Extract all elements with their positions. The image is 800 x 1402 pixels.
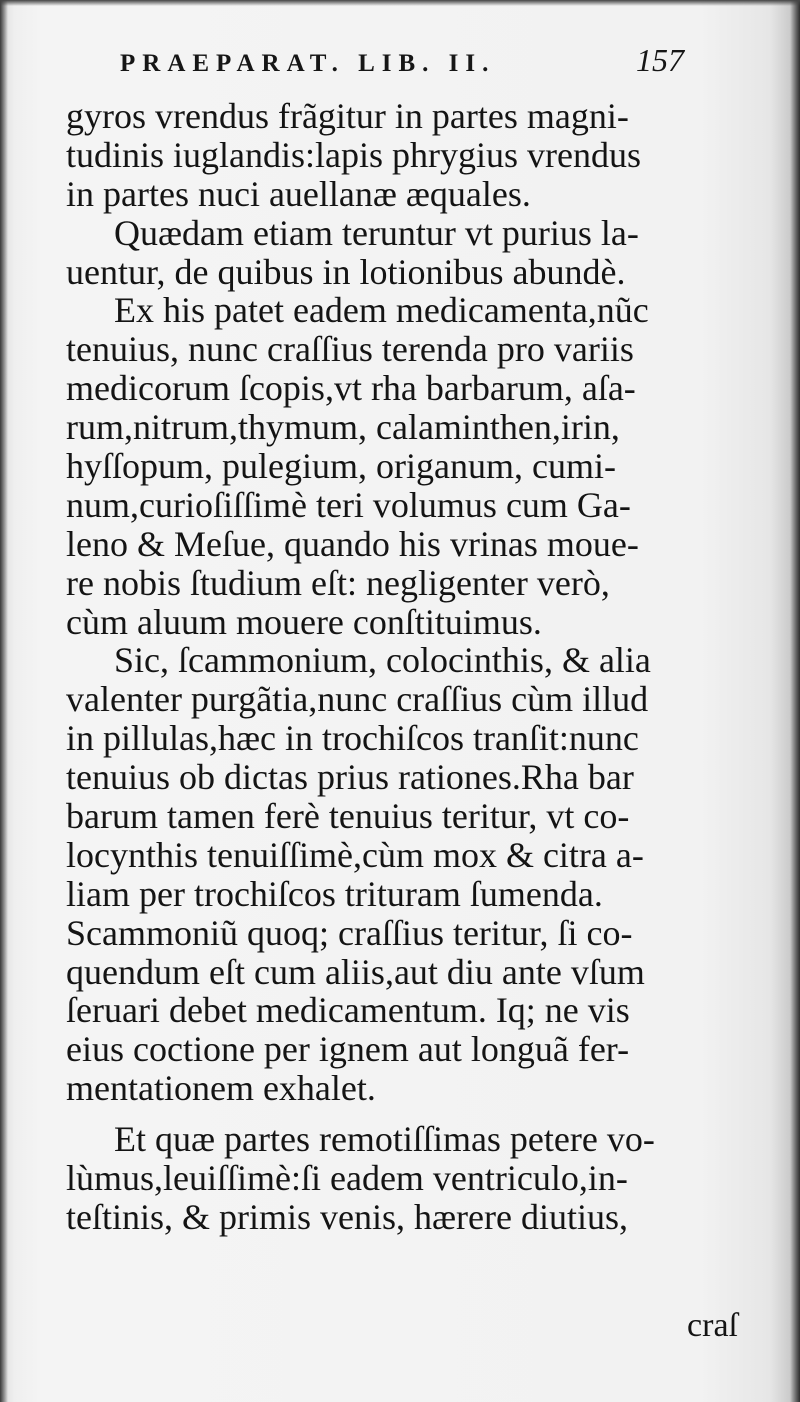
page-edge-top: [0, 0, 800, 6]
text-line: rum,nitrum,thymum, calaminthen,irin,: [66, 407, 620, 448]
text-line: tudinis iuglandis:lapis phrygius vrendus: [66, 134, 641, 175]
text-line: barum tamen ferè tenuius teritur, vt co-: [66, 796, 630, 837]
page-edge-right: [790, 0, 800, 1402]
text-line: in partes nuci auellanæ æquales.: [66, 173, 531, 214]
text-line: in pillulas,hæc in trochiſcos tranſit:nunc: [66, 718, 639, 759]
text-line: lùmus,leuiſſimè:ſi eadem ventriculo,in-: [66, 1158, 628, 1199]
catchword: craſ: [687, 1307, 738, 1344]
text-line: re nobis ſtudium eſt: negligenter verò,: [66, 562, 610, 603]
text-line: uentur, de quibus in lotionibus abundè.: [66, 251, 626, 292]
body-text: [66, 97, 742, 1237]
text-line: gyros vrendus frãgitur in partes magni-: [66, 96, 629, 136]
text-line: mentationem exhalet.: [66, 1068, 376, 1109]
paragraph-start-line: Quædam etiam teruntur vt purius la-: [114, 212, 639, 253]
page-header: [120, 42, 690, 86]
paragraph-start-line: Ex his patet eadem medicamenta,nũc: [114, 290, 649, 331]
text-line: teſtinis, & primis venis, hærere diutius,: [66, 1196, 628, 1237]
paragraph-start-line: Sic, ſcammonium, colocinthis, & alia: [114, 640, 651, 681]
text-line: hyſſopum, pulegium, origanum, cumi-: [66, 446, 616, 487]
text-line: num,curioſiſſimè teri volumus cum Ga-: [66, 484, 631, 525]
text-line: liam per trochiſcos trituram ſumenda.: [66, 873, 603, 914]
text-line: medicorum ſcopis,vt rha barbarum, aſa-: [66, 368, 636, 409]
running-head: PRAEPARAT. LIB. II.: [120, 50, 496, 77]
text-line: Scammoniũ quoq; craſſius teritur, ſi co-: [66, 912, 633, 953]
text-line: valenter purgãtia,nunc craſſius cùm illud: [66, 679, 649, 720]
page-number: 157: [636, 42, 684, 78]
text-line: ſeruari debet medicamentum. Iq; ne vis: [66, 990, 630, 1031]
page-edge-left: [0, 0, 8, 1402]
text-line: locynthis tenuiſſimè,cùm mox & citra a-: [66, 834, 644, 875]
text-line: quendum eſt cum aliis,aut diu ante vſum: [66, 951, 645, 992]
paragraph-start-line: Et quæ partes remotiſſimas petere vo-: [114, 1119, 655, 1160]
text-line: tenuius, nunc craſſius terenda pro variis: [66, 329, 634, 370]
text-line: tenuius ob dictas prius rationes.Rha bar: [66, 757, 634, 798]
text-line: leno & Meſue, quando his vrinas moue-: [66, 523, 639, 564]
text-line: cùm aluum mouere conſtituimus.: [66, 601, 542, 642]
text-line: eius coctione per ignem aut longuã fer-: [66, 1029, 630, 1070]
